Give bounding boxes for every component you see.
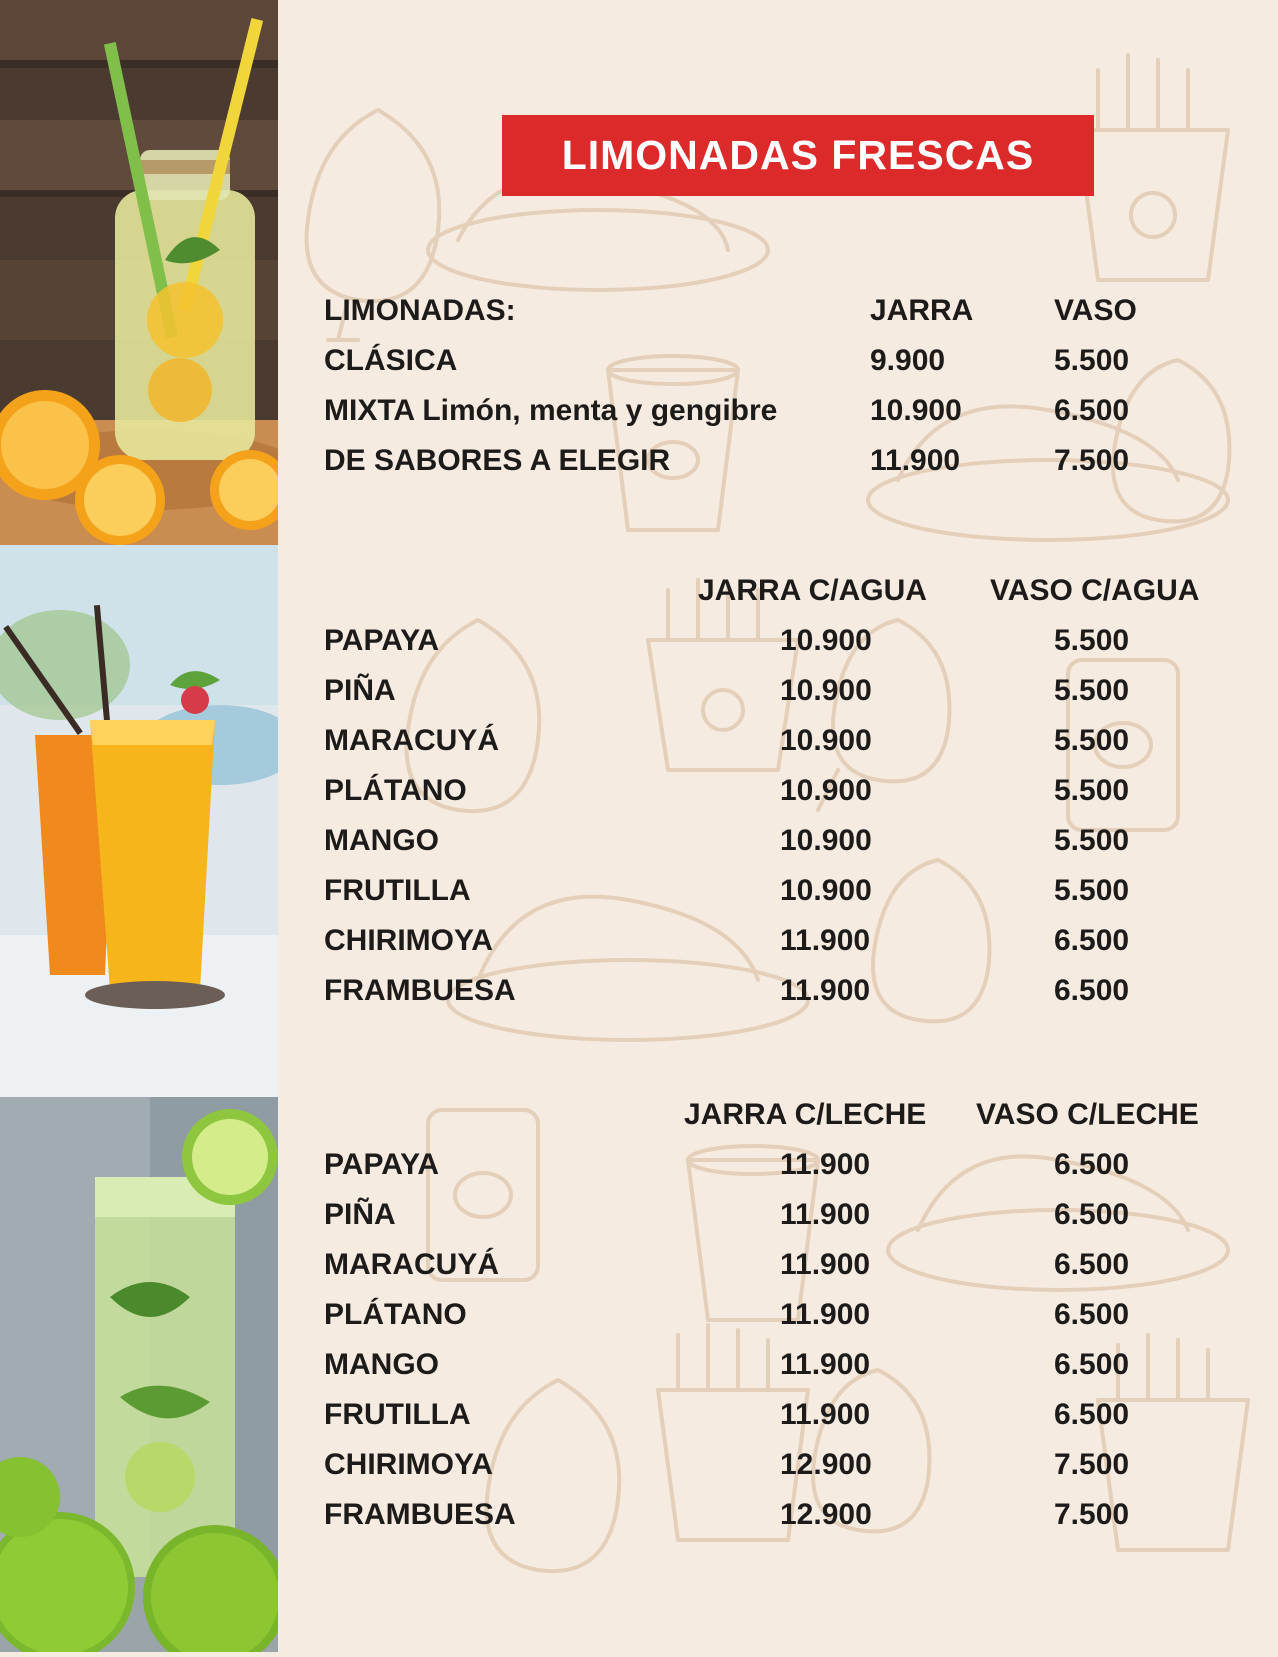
item-name: PLÁTANO [324,774,467,807]
price-jarra: 10.900 [780,624,872,657]
price-jarra: 10.900 [780,724,872,757]
price-vaso: 6.500 [1054,1398,1130,1431]
price-jarra: 10.900 [780,824,872,857]
column-header-jarra: JARRA [870,294,974,327]
column-header-vaso-agua: VASO C/AGUA [990,574,1200,607]
price-vaso: 7.500 [1054,1498,1130,1531]
menu-row [0,393,1278,429]
item-name: FRAMBUESA [324,974,516,1007]
menu-row [0,343,1278,379]
menu-row [0,723,1278,759]
item-name: MANGO [324,824,439,857]
price-vaso: 6.500 [1054,924,1130,957]
price-vaso: 5.500 [1054,674,1130,707]
item-name: FRUTILLA [324,1398,471,1431]
price-jarra: 11.900 [780,924,871,957]
price-vaso: 6.500 [1054,1348,1130,1381]
menu-row [0,973,1278,1009]
price-vaso: 6.500 [1054,1248,1130,1281]
drumstick-icon [1113,360,1229,521]
page-title: LIMONADAS FRESCAS [502,115,1094,196]
item-name: PIÑA [324,1198,396,1231]
column-header-jarra-leche: JARRA C/LECHE [684,1098,927,1131]
menu-row [0,623,1278,659]
price-vaso: 5.500 [1054,624,1130,657]
price-vaso: 5.500 [1054,824,1130,857]
price-jarra: 11.900 [870,444,961,477]
price-vaso: 6.500 [1054,1148,1130,1181]
section-classic-header [0,293,1278,329]
price-jarra: 11.900 [780,1398,871,1431]
column-header-jarra-agua: JARRA C/AGUA [698,574,927,607]
section-leche-header [0,1097,1278,1133]
menu-row [0,1197,1278,1233]
price-vaso: 5.500 [1054,344,1130,377]
menu-row [0,1297,1278,1333]
menu-row [0,1397,1278,1433]
item-name: CLÁSICA [324,344,458,377]
roast-chicken-icon [448,897,808,1040]
menu-row [0,1147,1278,1183]
price-vaso: 6.500 [1054,1198,1130,1231]
item-name: DE SABORES A ELEGIR [324,444,671,477]
section-label: LIMONADAS: [324,294,516,327]
item-name: MIXTA Limón, menta y gengibre [324,394,778,427]
price-vaso: 7.500 [1054,1448,1130,1481]
menu-row [0,923,1278,959]
item-name: FRUTILLA [324,874,471,907]
item-name: PAPAYA [324,624,440,657]
column-header-vaso-leche: VASO C/LECHE [976,1098,1199,1131]
fries-icon [1078,55,1228,280]
price-jarra: 11.900 [780,1298,871,1331]
price-vaso: 5.500 [1054,874,1130,907]
menu-row [0,1247,1278,1283]
price-vaso: 6.500 [1054,974,1130,1007]
item-name: PLÁTANO [324,1298,467,1331]
price-jarra: 10.900 [780,674,872,707]
price-jarra: 12.900 [780,1498,872,1531]
item-name: FRAMBUESA [324,1498,516,1531]
price-jarra: 10.900 [780,874,872,907]
menu-row [0,873,1278,909]
price-vaso: 5.500 [1054,724,1130,757]
price-jarra: 11.900 [780,1198,871,1231]
price-jarra: 9.900 [870,344,946,377]
section-agua-header [0,573,1278,609]
price-vaso: 5.500 [1054,774,1130,807]
price-jarra: 11.900 [780,1148,871,1181]
price-jarra: 10.900 [780,774,872,807]
price-jarra: 11.900 [780,1348,871,1381]
item-name: PIÑA [324,674,396,707]
item-name: MARACUYÁ [324,1248,499,1281]
menu-row [0,1347,1278,1383]
menu-row [0,1497,1278,1533]
price-jarra: 10.900 [870,394,962,427]
price-vaso: 6.500 [1054,1298,1130,1331]
price-jarra: 11.900 [780,974,871,1007]
price-jarra: 11.900 [780,1248,871,1281]
item-name: PAPAYA [324,1148,440,1181]
menu-row [0,443,1278,479]
price-vaso: 6.500 [1054,394,1130,427]
item-name: CHIRIMOYA [324,1448,493,1481]
item-name: MANGO [324,1348,439,1381]
menu-row [0,673,1278,709]
price-vaso: 7.500 [1054,444,1130,477]
item-name: MARACUYÁ [324,724,499,757]
menu-row [0,1447,1278,1483]
item-name: CHIRIMOYA [324,924,493,957]
price-jarra: 12.900 [780,1448,872,1481]
menu-row [0,823,1278,859]
column-header-vaso: VASO [1054,294,1137,327]
menu-row [0,773,1278,809]
